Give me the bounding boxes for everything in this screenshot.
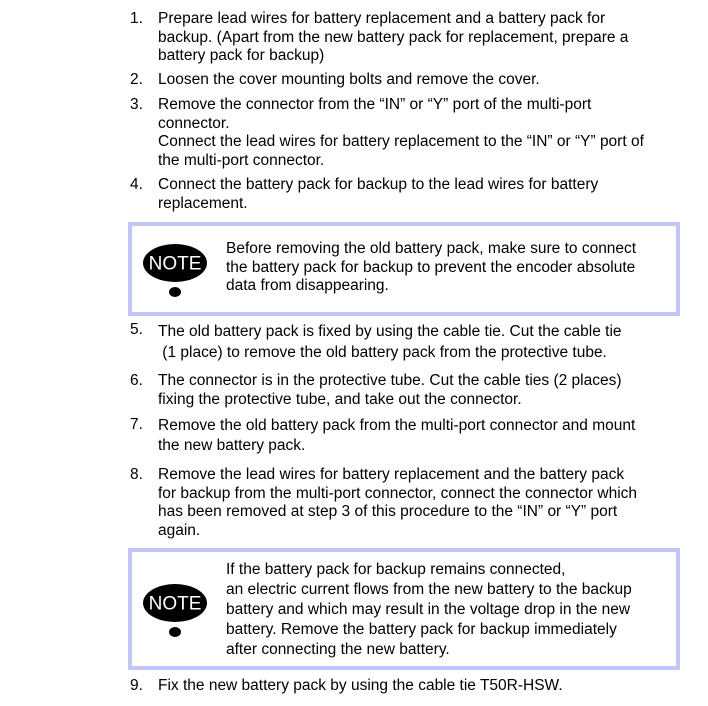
note-icon-label: NOTE — [148, 593, 202, 615]
step-number: 9. — [130, 677, 143, 694]
step-line: Connect the battery pack for backup to the lead wires for battery — [158, 176, 599, 193]
note-box — [128, 548, 680, 670]
step-9 — [130, 677, 678, 696]
step-line: The old battery pack is fixed by using the cable tie. Cut the cable tie — [158, 323, 622, 340]
step-number: 2. — [130, 71, 143, 88]
note-icon-label: NOTE — [148, 253, 202, 275]
step-number: 6. — [130, 372, 143, 389]
step-line: the multi-port connector. — [158, 151, 325, 169]
step-text — [158, 466, 678, 540]
step-line: battery pack for backup) — [158, 47, 325, 64]
step-line: replacement. — [158, 194, 248, 212]
step-text — [158, 321, 678, 363]
step-line: the new battery pack. — [158, 437, 306, 454]
note-icon — [142, 582, 208, 638]
step-line: Connect the lead wires for battery replacement to the “IN” or “Y” port of — [158, 133, 644, 150]
step-number: 4. — [130, 176, 143, 193]
note-line: Before removing the old battery pack, make sure to connect — [226, 240, 637, 257]
step-line: connector. — [158, 114, 230, 132]
step-line: backup. (Apart from the new battery pack for replacement, prepare a — [158, 28, 629, 46]
step-1 — [130, 10, 678, 66]
step-line: (1 place) to remove the old battery pack from the protective tube. — [158, 344, 607, 361]
note-line: battery and which may result in the voltage drop in the new — [226, 601, 631, 618]
step-line: has been removed at step 3 of this procedure to the “IN” or “Y” port — [158, 503, 618, 520]
step-7 — [130, 416, 678, 456]
step-text — [158, 96, 678, 170]
step-line: Loosen the cover mounting bolts and remove the cover. — [158, 71, 540, 88]
step-text — [158, 416, 678, 456]
note-icon — [142, 242, 208, 298]
note-line: If the battery pack for backup remains connected, — [226, 561, 566, 578]
step-line: Prepare lead wires for battery replacement and a battery pack for — [158, 10, 606, 27]
step-number: 1. — [130, 10, 143, 27]
step-text — [158, 10, 678, 66]
step-number: 8. — [130, 466, 143, 483]
note-line: data from disappearing. — [226, 277, 389, 294]
note-line: an electric current flows from the new battery to the backup — [226, 581, 632, 598]
step-8 — [130, 466, 678, 540]
step-line: Remove the connector from the “IN” or “Y” port of the multi-port — [158, 96, 592, 113]
step-text — [158, 677, 678, 696]
step-6 — [130, 372, 678, 409]
note-text — [226, 240, 668, 296]
step-5 — [130, 321, 678, 363]
step-line: Remove the old battery pack from the multi-port connector and mount — [158, 417, 636, 434]
note-line: the battery pack for backup to prevent the encoder absolute — [226, 258, 636, 276]
step-number: 3. — [130, 96, 143, 113]
step-2 — [130, 71, 678, 90]
step-number: 5. — [130, 321, 143, 338]
step-text — [158, 372, 678, 409]
note-line: battery. Remove the battery pack for backup immediately — [226, 621, 617, 638]
step-line: Fix the new battery pack by using the cable tie T50R-HSW. — [158, 677, 563, 694]
step-4 — [130, 176, 678, 213]
step-line: again. — [158, 521, 201, 539]
step-line: for backup from the multi-port connector, connect the connector which — [158, 484, 638, 502]
step-line: The connector is in the protective tube. Cut the cable ties (2 places) — [158, 372, 622, 389]
note-box — [128, 222, 680, 316]
step-number: 7. — [130, 416, 143, 433]
step-line: Remove the lead wires for battery replacement and the battery pack — [158, 466, 625, 483]
step-line: fixing the protective tube, and take out the connector. — [158, 390, 522, 408]
note-line: after connecting the new battery. — [226, 641, 450, 658]
note-text — [226, 560, 668, 660]
step-3 — [130, 96, 678, 170]
step-text — [158, 176, 678, 213]
step-text — [158, 71, 678, 90]
